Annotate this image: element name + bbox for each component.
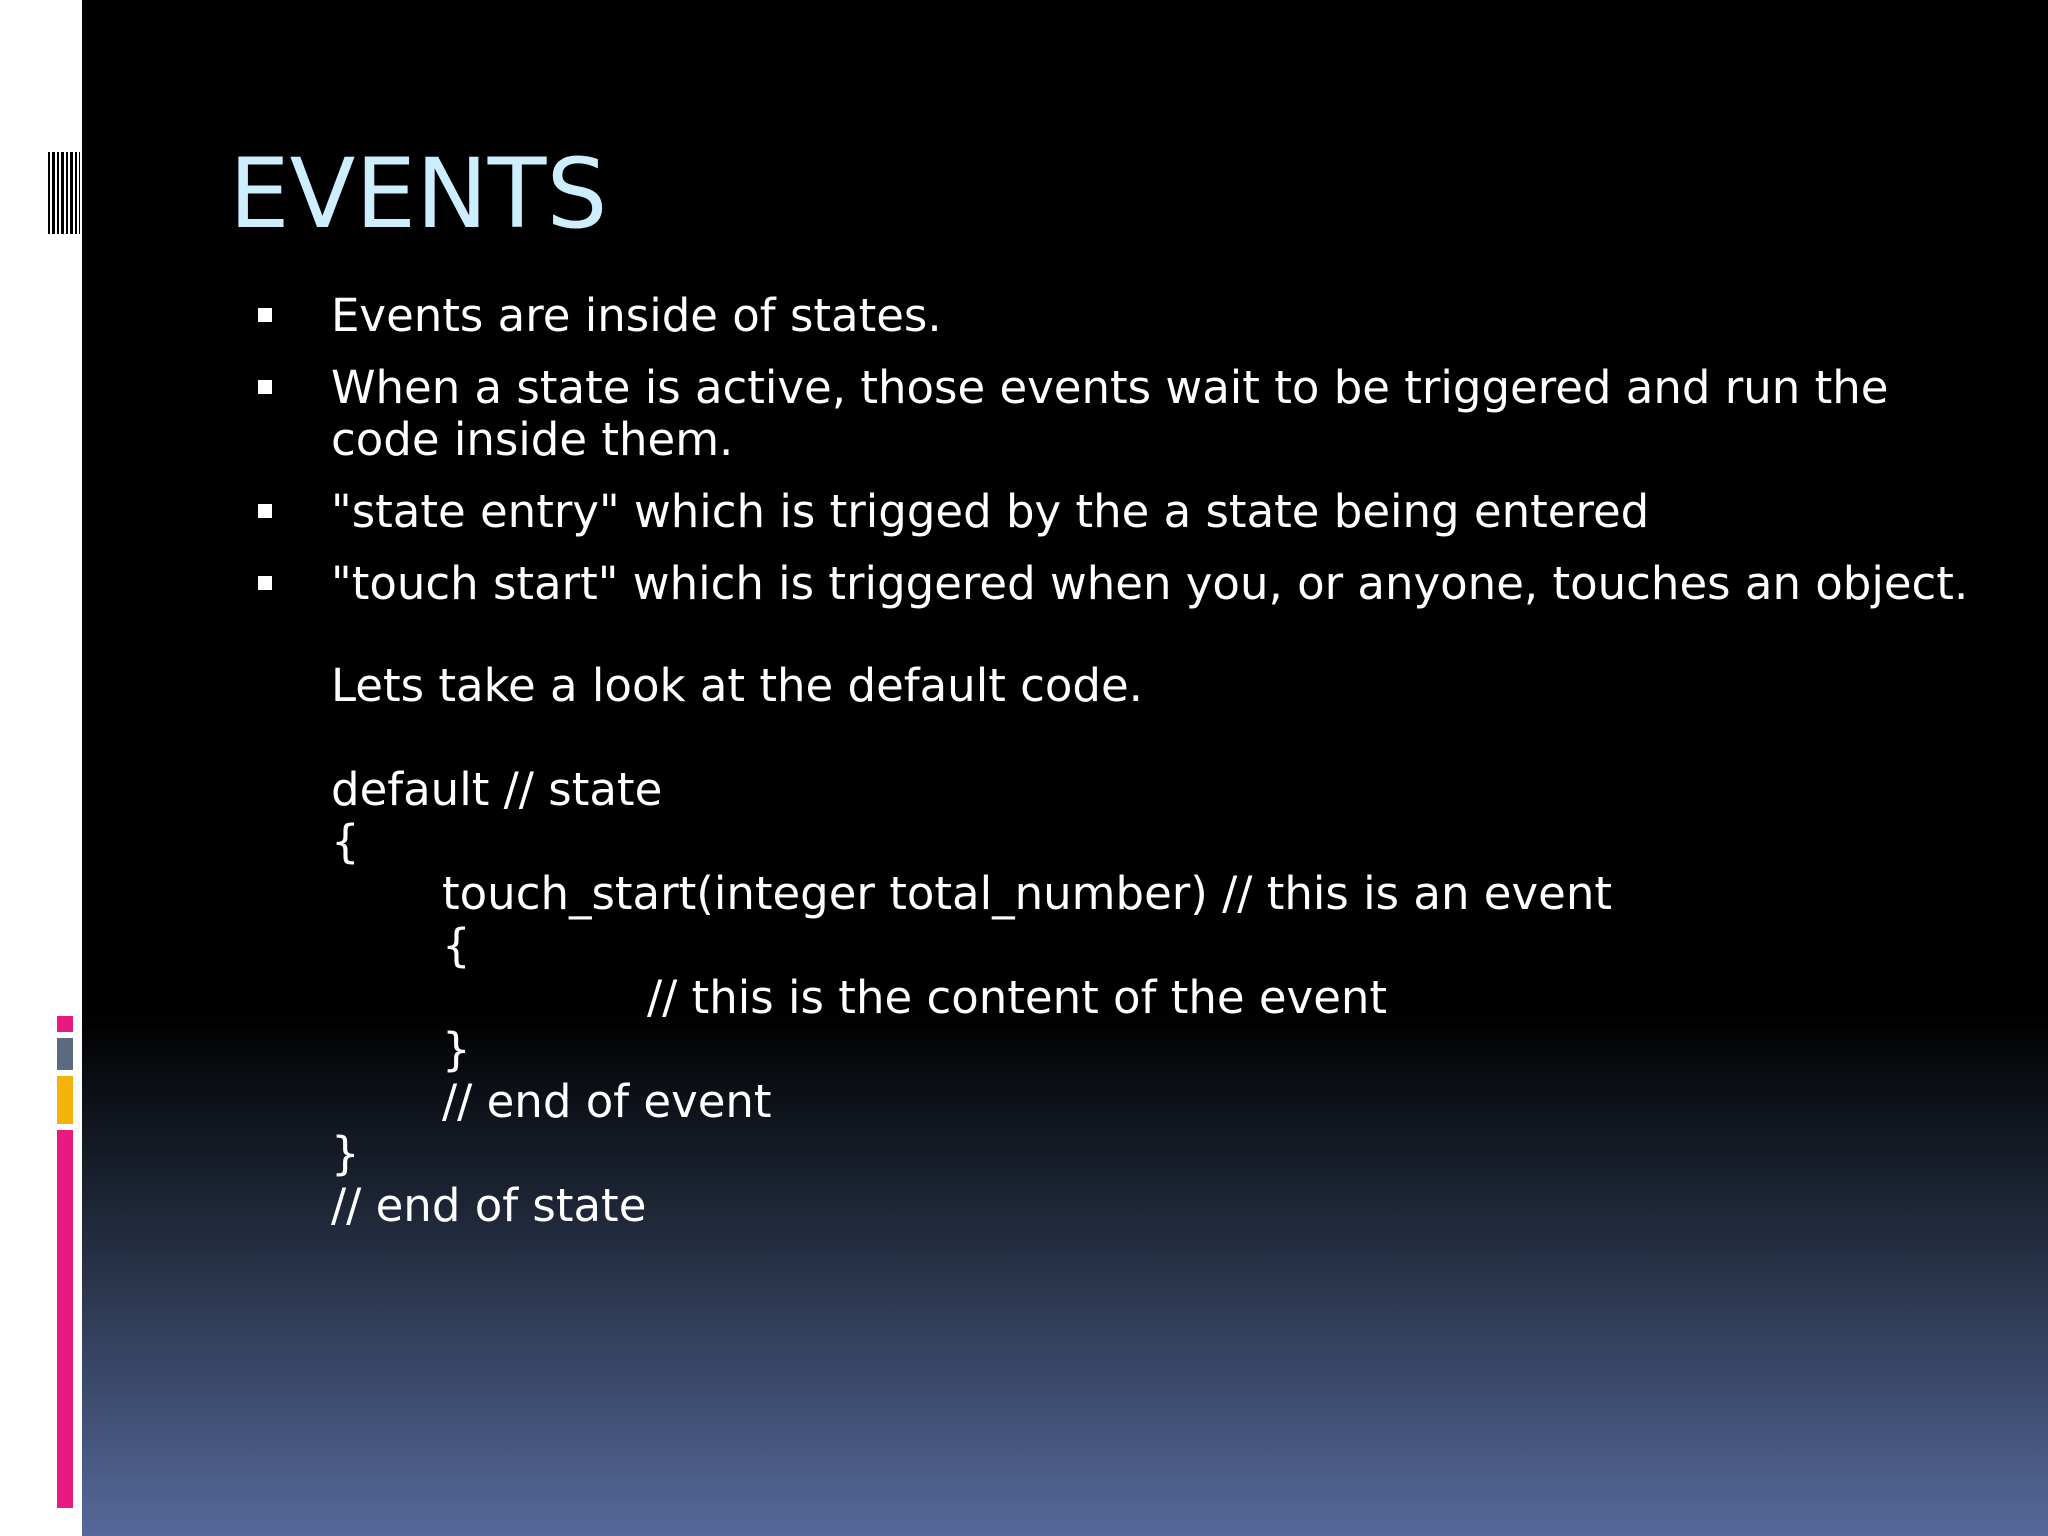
code-line-8: } [331, 1127, 360, 1180]
bullet-text-1: Events are inside of states. [331, 289, 942, 342]
bullet-icon [258, 380, 272, 394]
bullet-text-3: "state entry" which is trigged by the a state being entered [331, 485, 1650, 538]
code-line-1: default // state [331, 763, 663, 816]
slide-title: EVENTS [229, 138, 608, 250]
note-text: Lets take a look at the default code. [331, 659, 1143, 712]
code-line-6: } [442, 1023, 471, 1076]
bullet-icon [258, 576, 272, 590]
code-line-2: { [331, 815, 360, 868]
code-line-5: // this is the content of the event [647, 971, 1388, 1024]
code-line-4: { [442, 919, 471, 972]
bullet-text-2-line-2: code inside them. [331, 413, 734, 466]
code-line-7: // end of event [442, 1075, 772, 1128]
code-line-3: touch_start(integer total_number) // this is an event [442, 867, 1612, 920]
bullet-icon [258, 308, 272, 322]
bullet-text-2-line-1: When a state is active, those events wait to be triggered and run the [331, 361, 1889, 414]
bullet-text-4: "touch start" which is triggered when you, or anyone, touches an object. [331, 557, 1969, 610]
bullet-icon [258, 504, 272, 518]
code-line-9: // end of state [331, 1179, 647, 1232]
